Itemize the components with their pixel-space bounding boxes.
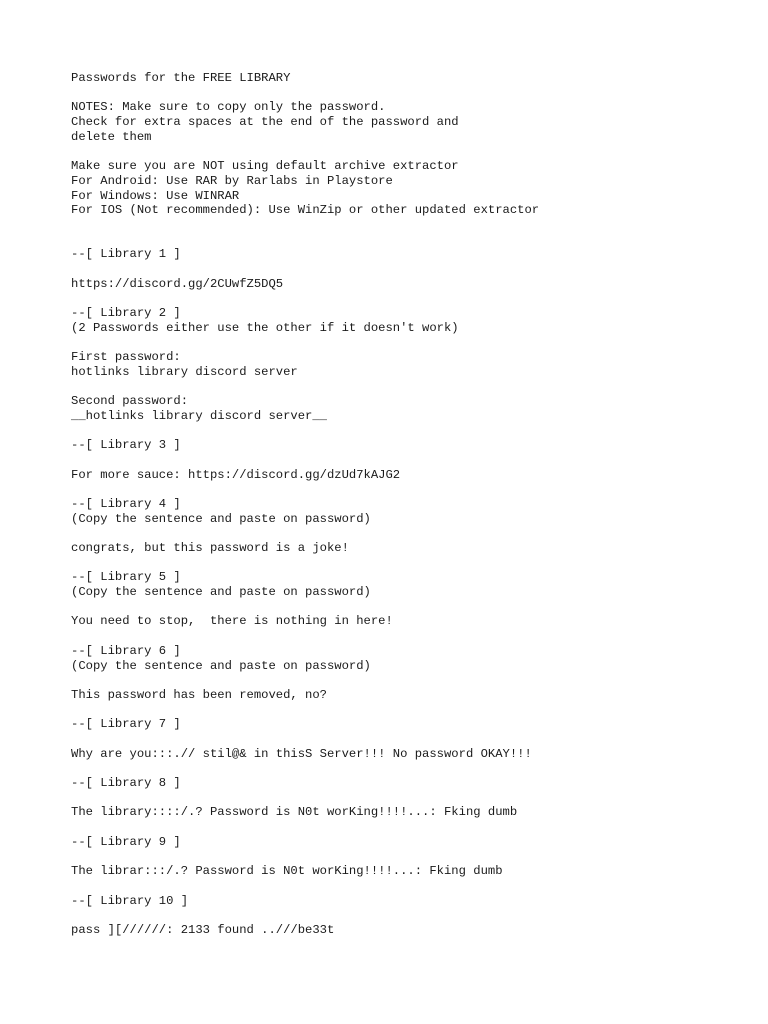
text-line: Why are you:::.// stil@& in thisS Server!!! No password OKAY!!! [71,746,532,761]
text-line: (2 Passwords either use the other if it doesn't work) [71,320,459,335]
blank-line [71,761,751,776]
text-line: (Copy the sentence and paste on password) [71,585,371,600]
blank-line [71,556,751,571]
blank-line [71,144,751,159]
text-line: NOTES: Make sure to copy only the password. [71,100,386,115]
blank-line [71,291,751,306]
text-line: --[ Library 5 ] [71,570,181,585]
text-line: --[ Library 4 ] [71,496,181,511]
blank-line [71,673,751,688]
text-line: --[ Library 6 ] [71,643,181,658]
text-line: For Windows: Use WINRAR [71,188,240,203]
blank-line [71,908,751,923]
blank-line [71,879,751,894]
blank-line [71,600,751,615]
text-line: --[ Library 7 ] [71,717,181,732]
text-line: congrats, but this password is a joke! [71,541,349,555]
blank-line [71,820,751,835]
text-line: The library::::/.? Password is N0t worKing!!!!...: Fking dumb [71,805,518,820]
blank-line [71,379,751,394]
blank-line [71,424,751,439]
text-line: --[ Library 8 ] [71,776,181,790]
text-line: --[ Library 3 ] [71,438,181,453]
blank-line [71,335,751,350]
blank-line [71,233,751,248]
text-line: The librar:::/.? Password is N0t worKing!!!!...: Fking dumb [71,864,503,879]
text-line: --[ Library 9 ] [71,834,181,849]
text-line: Check for extra spaces at the end of the password and [71,115,459,130]
text-line: https://discord.gg/2CUwfZ5DQ5 [71,276,284,291]
text-line: __hotlinks library discord server__ [71,408,327,423]
text-line: (Copy the sentence and paste on password) [71,511,371,526]
text-line: (Copy the sentence and paste on password) [71,658,371,673]
text-line: --[ Library 1 ] [71,247,181,262]
blank-line [71,482,751,497]
blank-line [71,629,751,644]
text-line: This password has been removed, no? [71,687,327,702]
blank-line [71,849,751,864]
text-line: Passwords for the FREE LIBRARY [71,71,291,85]
blank-line [71,262,751,277]
text-line: For IOS (Not recommended): Use WinZip or other updated extractor [71,203,540,218]
blank-line [71,86,751,101]
blank-line [71,526,751,541]
text-line: --[ Library 2 ] [71,306,181,320]
text-line: --[ Library 10 ] [71,893,189,908]
text-line: pass ][//////: 2133 found ..///be33t [71,922,335,937]
text-line: Make sure you are NOT using default archive extractor [71,159,459,174]
text-line: For Android: Use RAR by Rarlabs in Playstore [71,173,393,188]
blank-line [71,453,751,468]
blank-line [71,791,751,806]
blank-line [71,218,751,233]
text-line: Second password: [71,394,189,409]
text-line: delete them [71,129,152,144]
text-line: hotlinks library discord server [71,364,298,379]
blank-line [71,703,751,718]
text-line: First password: [71,350,181,365]
blank-line [71,732,751,747]
document-body [71,71,751,938]
text-line: You need to stop, there is nothing in here! [71,614,393,629]
text-line: For more sauce: https://discord.gg/dzUd7kAJG2 [71,467,401,482]
